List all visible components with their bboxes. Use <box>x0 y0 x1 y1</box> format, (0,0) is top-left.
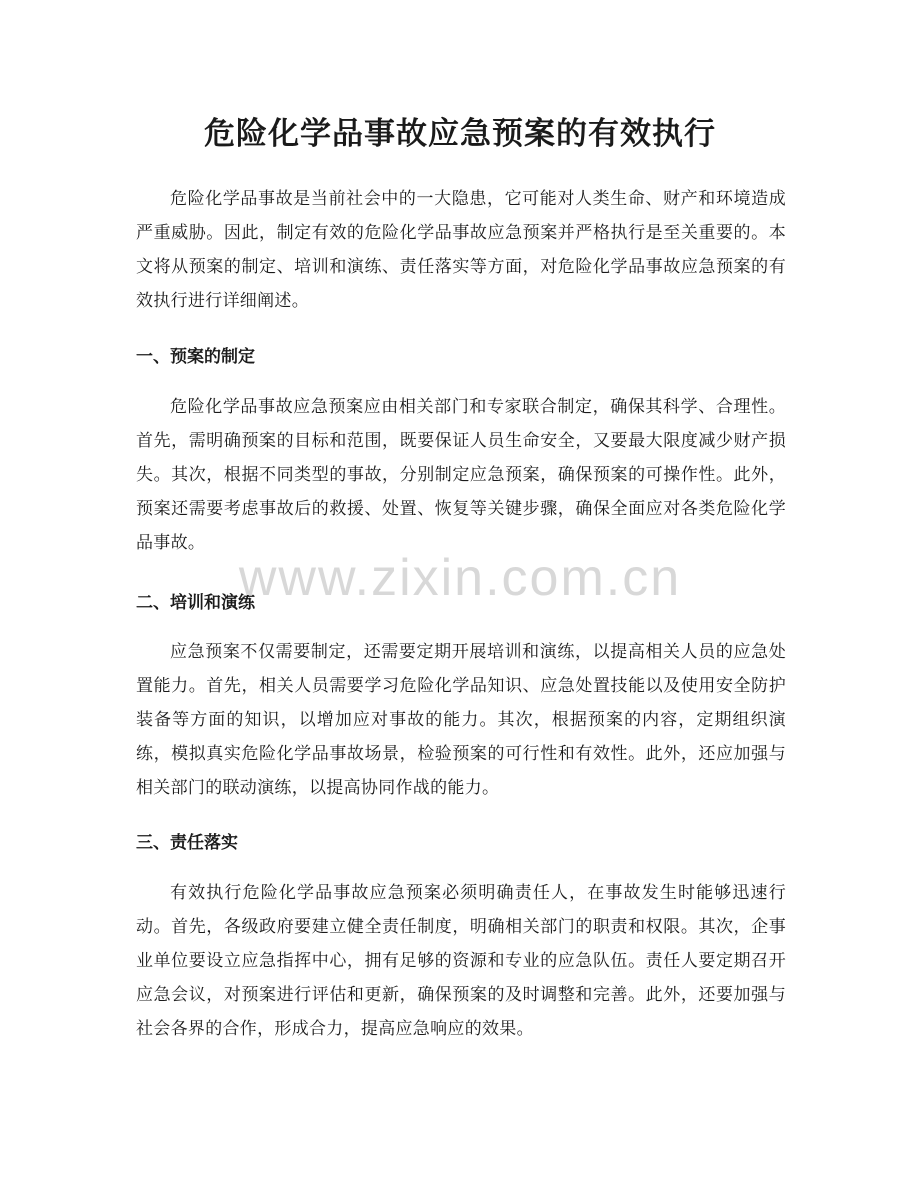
section-heading-2: 二、培训和演练 <box>136 593 255 613</box>
intro-paragraph: 危险化学品事故是当前社会中的一大隐患，它可能对人类生命、财产和环境造成严重威胁。因此，制定有效的危险化学品事故应急预案并严格执行是至关重要的。本文将从预案的制定、培训和演练、责任落实等方面，对危险化学品事故应急预案的有效执行进行详细阐述。 <box>136 189 786 311</box>
document-title: 危险化学品事故应急预案的有效执行 <box>204 116 716 152</box>
section-body-3: 有效执行危险化学品事故应急预案必须明确责任人，在事故发生时能够迅速行动。首先，各级政府要建立健全责任制度，明确相关部门的职责和权限。其次，企事业单位要设立应急指挥中心，拥有足够的资源和专业的应急队伍。责任人要定期召开应急会议，对预案进行评估和更新，确保预案的及时调整和完善。此外，还要加强与社会各界的合作，形成合力，提高应急响应的效果。 <box>136 883 786 1039</box>
section-body-1: 危险化学品事故应急预案应由相关部门和专家联合制定，确保其科学、合理性。首先，需明确预案的目标和范围，既要保证人员生命安全，又要最大限度减少财产损失。其次，根据不同类型的事故，分别制定应急预案，确保预案的可操作性。此外，预案还需要考虑事故后的救援、处置、恢复等关键步骤，确保全面应对各类危险化学品事故。 <box>136 397 786 553</box>
section-heading-1: 一、预案的制定 <box>136 347 255 367</box>
section-heading-3: 三、责任落实 <box>136 833 238 853</box>
watermark: www.zixin.com.cn <box>238 549 682 607</box>
section-body-2: 应急预案不仅需要制定，还需要定期开展培训和演练，以提高相关人员的应急处置能力。首先，相关人员需要学习危险化学品知识、应急处置技能以及使用安全防护装备等方面的知识，以增加应对事故的能力。其次，根据预案的内容，定期组织演练，模拟真实危险化学品事故场景，检验预案的可行性和有效性。此外，还应加强与相关部门的联动演练，以提高协同作战的能力。 <box>136 642 786 798</box>
